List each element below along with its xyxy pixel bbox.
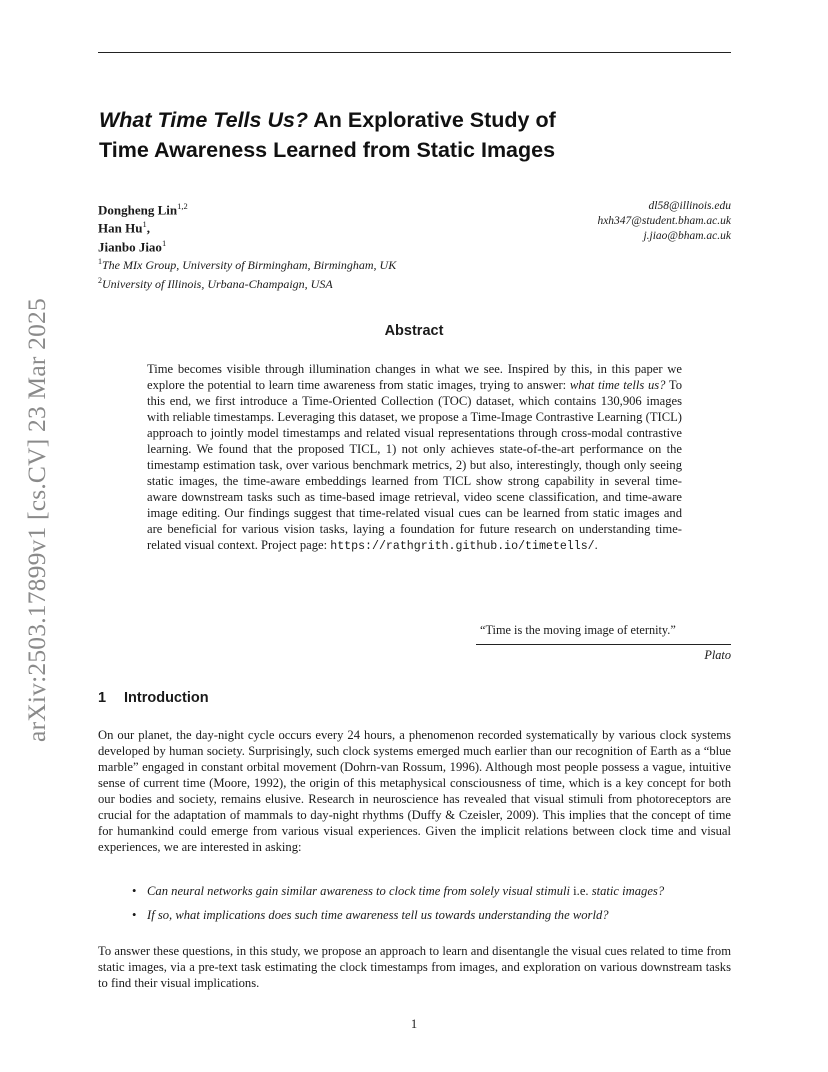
list-item <box>132 883 732 907</box>
author-affil-sup: 1,2 <box>177 201 188 211</box>
abstract-heading: Abstract <box>384 323 444 339</box>
author-line <box>98 199 396 217</box>
epigraph-quote: “Time is the moving image of eternity.” <box>480 623 676 637</box>
top-rule <box>98 52 731 53</box>
list-item <box>132 907 732 931</box>
abstract-question: what time tells us? <box>569 378 666 392</box>
affiliation-text: University of Illinois, Urbana-Champaign, USA <box>102 276 333 291</box>
bullet-text: static images? <box>591 884 665 898</box>
author-name: Jianbo Jiao <box>98 238 162 254</box>
title-line2: Time Awareness Learned from Static Images <box>99 138 556 162</box>
section-number: 1 <box>98 690 107 706</box>
author-block <box>98 199 396 292</box>
bullet-icon: • <box>132 908 137 922</box>
section-heading <box>98 690 209 706</box>
author-affil-sup: 1 <box>142 219 147 230</box>
email-block <box>597 199 731 244</box>
affiliation-text: The MIx Group, University of Birmingham, Birmingham, UK <box>102 257 397 272</box>
epigraph-rule <box>476 644 731 645</box>
abstract-part: Time becomes visible through illumination changes in what we see. Inspired by this, in this paper we explore the potential to learn time awareness from static images, trying to answer: <box>147 362 682 392</box>
author-line <box>98 236 396 254</box>
author-trail: , <box>146 220 150 236</box>
author-email[interactable]: dl58@illinois.edu <box>648 200 731 212</box>
bullet-text: If so, what implications does such time awareness tell us towards understanding the world? <box>147 908 609 922</box>
affiliation-sup: 1 <box>98 256 102 266</box>
bullet-icon: • <box>132 884 137 898</box>
author-affil-sup: 1 <box>161 237 167 248</box>
affiliation-sup: 2 <box>98 275 102 285</box>
abstract-text <box>147 361 682 555</box>
abstract-end: . <box>594 538 598 552</box>
intro-paragraph: On our planet, the day-night cycle occurs every 24 hours, a phenomenon recorded systematically by various clock systems developed by human society. Surprisingly, such clock systems emerged much earlier than our recognition of Earth as a “blue marble” engaged in constant orbital movement (Dohrn-van Rossum, 1996). Although most people possess a vague, intuitive sense of current time (Moore, 1992), the origin of this metaphysical consciousness of time, which is a key concept for both our bodies and society, remains elusive. Research in neuroscience has revealed that visual stimuli from photoreceptors are crucial for the adaptation of mammals to day-night rhythms (Duffy & Czeisler, 2009). This implies that the concept of time for humankind could emerge from various visual experiences. Given the implicit relations between clock time and visual experiences, we are interested in asking: <box>98 728 731 854</box>
abstract-part: To this end, we first introduce a Time-Oriented Collection (TOC) dataset, which contains 130,906 images with reliable timestamps. Leveraging this dataset, we propose a Time-Image Contrastive Learning (TICL) approach to jointly model timestamps and related visual representations through cross-modal contrastive learning. We found that the proposed TICL, 1) not only achieves state-of-the-art performance on the timestamp estimation task, over various benchmark metrics, 2) but also, interestingly, though only seeing static images, the time-aware embeddings learned from TICL show strong capability in several time-aware downstream tasks such as time-based image retrieval, video scene classification, and time-aware image editing. Our findings suggest that time-related visual cues can be learned from static images and are beneficial for various vision tasks, laying a foundation for future research on understanding time-related visual context. Project page: <box>147 378 682 552</box>
title-line1-rest: An Explorative Study of <box>308 108 556 132</box>
affiliation <box>98 273 396 292</box>
project-page-link[interactable]: https://rathgrith.github.io/timetells/ <box>330 540 595 553</box>
epigraph-source: Plato <box>704 648 731 662</box>
author-email[interactable]: j.jiao@bham.ac.uk <box>643 230 731 242</box>
author-name: Han Hu <box>98 220 143 236</box>
question-list <box>132 883 732 931</box>
affiliation <box>98 254 396 273</box>
page-number: 1 <box>410 1017 418 1031</box>
author-name: Dongheng Lin <box>98 202 178 218</box>
bullet-text: Can neural networks gain similar awareness to clock time from solely visual stimuli <box>147 884 571 898</box>
section-title: Introduction <box>124 690 209 706</box>
paper-title <box>99 105 739 165</box>
bullet-text: i.e. <box>570 884 592 898</box>
intro-paragraph: To answer these questions, in this study, we propose an approach to learn and disentangle the visual cues related to time from static images, via a pre-text task estimating the clock timestamps from images, and exploration on various downstream tasks to find their visual implications. <box>98 944 731 990</box>
arxiv-identifier[interactable]: arXiv:2503.17899v1 [cs.CV] 23 Mar 2025 <box>22 298 51 742</box>
author-email[interactable]: hxh347@student.bham.ac.uk <box>597 215 731 227</box>
author-line <box>98 217 396 235</box>
title-italic: What Time Tells Us? <box>99 108 309 132</box>
